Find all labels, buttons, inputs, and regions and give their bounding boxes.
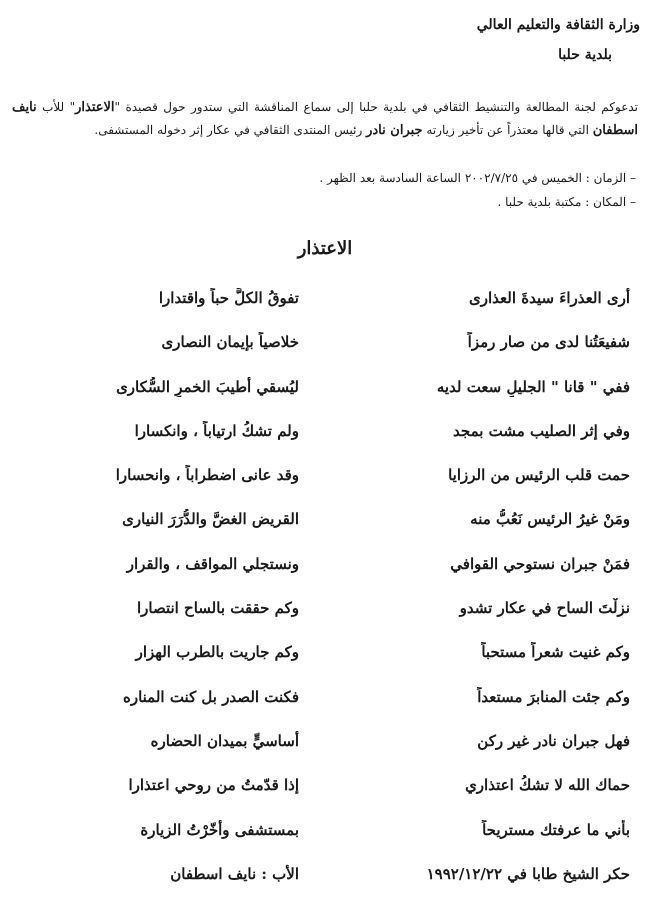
poem-verse bbox=[0, 465, 650, 509]
event-place: – المكان : مكتبة بلدية حلبا . bbox=[497, 195, 636, 209]
date-place-signature: حكر الشيخ طابا في ١٩٩٢/١٢/٢٢ bbox=[426, 864, 630, 883]
poem-verse bbox=[0, 421, 650, 465]
verse-second-hemistich: إذا قدّمتُ من روحي اعتذارا bbox=[128, 776, 299, 795]
poem-verse bbox=[0, 820, 650, 864]
invitation-paragraph bbox=[12, 96, 638, 142]
poem-verse bbox=[0, 598, 650, 642]
verse-second-hemistich: تفوقُ الكلَّ حباً واقتدارا bbox=[158, 289, 299, 307]
verse-first-hemistich: وكم جئت المنابرَ مستعداً bbox=[477, 687, 630, 706]
poem-title: الاعتذار bbox=[297, 238, 353, 259]
verse-second-hemistich: بمستشفى وأخّرْتُ الزيارة bbox=[140, 820, 299, 839]
poem-verse bbox=[0, 288, 650, 332]
verse-second-hemistich: وكم جاريت بالطرب الهزار bbox=[135, 643, 299, 662]
ministry-name: وزارة الثقافة والتعليم العالي bbox=[476, 17, 640, 33]
poem-verse bbox=[0, 687, 650, 731]
verse-second-hemistich: وكم حققت بالساح انتصارا bbox=[136, 599, 299, 618]
invitation-text-3: التي قالها معتذراً عن تأخير زيارته bbox=[426, 123, 589, 137]
verse-first-hemistich: أرى العذراءَ سيدةَ العذارى bbox=[469, 289, 630, 307]
invitation-text-2: " للأب bbox=[42, 100, 76, 114]
verse-first-hemistich: وكم غنيت شعراً مستحباً bbox=[481, 643, 630, 662]
poem-body bbox=[0, 288, 650, 908]
verse-second-hemistich: وقد عانى اضطراباً ، وانحسارا bbox=[115, 466, 299, 485]
author-name: نايف اسطفان bbox=[12, 100, 638, 138]
event-details bbox=[319, 166, 636, 214]
verse-first-hemistich: حمت قلب الرئيس من الرزايا bbox=[448, 466, 630, 485]
verse-second-hemistich: ليُسقي أطيبَ الخمرِ السُّكارى bbox=[116, 377, 299, 396]
verse-first-hemistich: شفيعَتُنا لدى من صار رمزاً bbox=[467, 333, 630, 352]
poem-verse bbox=[0, 775, 650, 819]
municipality-name: بلدية حلبا bbox=[558, 47, 612, 63]
poem-signature-line bbox=[0, 864, 650, 908]
invitation-text-4: رئيس المنتدى الثقافي في عكار إثر دخوله المستشفى. bbox=[94, 123, 363, 137]
verse-second-hemistich: ولم تشكُ ارتياباً ، وانكسارا bbox=[134, 421, 299, 440]
verse-first-hemistich: وفي إثر الصليب مشت بمجد bbox=[453, 421, 630, 440]
verse-first-hemistich: فمَنْ جبران نستوحي القوافي bbox=[450, 554, 630, 573]
verse-first-hemistich: بأني ما عرفتك مستريحاً bbox=[482, 820, 630, 839]
verse-first-hemistich: حماك الله لا تشكُ اعتذاري bbox=[465, 776, 630, 795]
poem-verse bbox=[0, 731, 650, 775]
poem-verse bbox=[0, 332, 650, 376]
guest-name: جبران نادر bbox=[366, 123, 423, 138]
verse-second-hemistich: أساسيٍّ بميدان الحضاره bbox=[150, 731, 299, 750]
verse-second-hemistich: ونستجلي المواقف ، والقرار bbox=[126, 554, 299, 573]
verse-first-hemistich: فهل جبران نادر غير ركن bbox=[477, 731, 630, 750]
poem-verse bbox=[0, 642, 650, 686]
verse-first-hemistich: نزلْتَ الساح في عكار تشدو bbox=[459, 599, 630, 618]
verse-first-hemistich: ومَنْ غيرُ الرئيس نَعُبُّ منه bbox=[470, 510, 630, 529]
author-signature: الأب : نايف اسطفان bbox=[170, 864, 299, 883]
verse-second-hemistich: القريض الغضَّ والدُّرَرَ النيارى bbox=[122, 510, 299, 529]
poem-verse bbox=[0, 509, 650, 553]
invitation-text-1: تدعوكم لجنة المطالعة والتنشيط الثقافي في بلدية حلبا إلى سماع المناقشة التي ستدور حول قصيدة " bbox=[114, 100, 638, 114]
verse-second-hemistich: خلاصياً بإيمان النصارى bbox=[161, 333, 299, 352]
letterhead bbox=[477, 14, 640, 66]
event-time: – الزمان : الخميس في ٢٠٠٢/٧/٢٥ الساعة السادسة بعد الظهر . bbox=[319, 171, 636, 185]
poem-name: الاعتذار bbox=[75, 100, 115, 115]
poem-verse bbox=[0, 377, 650, 421]
verse-second-hemistich: فكنت الصدر بل كنت المناره bbox=[122, 687, 299, 706]
verse-first-hemistich: ففي " قانا " الجليلِ سعت لديه bbox=[436, 377, 630, 396]
poem-verse bbox=[0, 554, 650, 598]
